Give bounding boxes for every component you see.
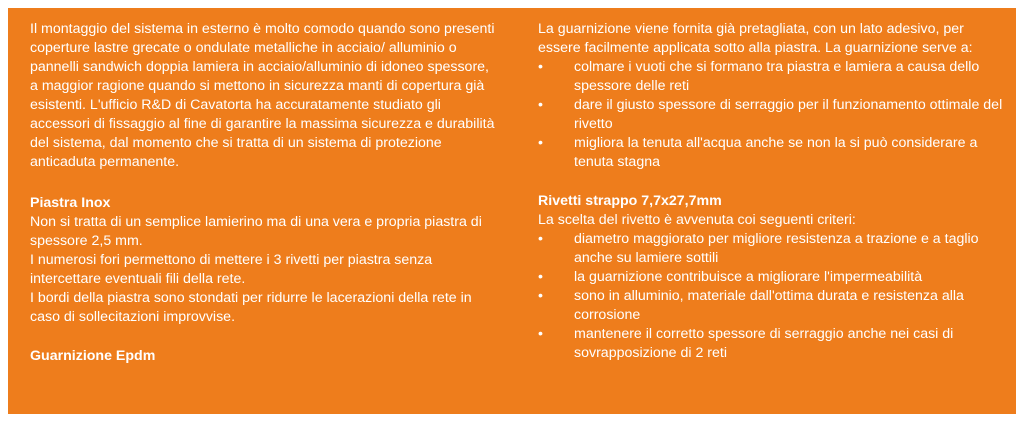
- guarnizione-epdm-heading: Guarnizione Epdm: [30, 348, 156, 364]
- bullet-icon: •: [538, 59, 543, 75]
- bullet-icon: •: [538, 135, 543, 151]
- spacer: [30, 327, 500, 347]
- bullet-icon: •: [538, 326, 543, 342]
- list-item: [538, 268, 1008, 287]
- bullet-icon: •: [538, 97, 543, 113]
- list-item-text: dare il giusto spessore di serraggio per il funzionamento ottimale del rivetto: [574, 97, 1003, 132]
- spacer: [538, 172, 1008, 192]
- guarnizione-intro-paragraph: La guarnizione viene fornita già pretagliata, con un lato adesivo, per essere facilmente applicata sotto alla piastra. La guarnizione serve a:: [538, 21, 973, 56]
- intro-paragraph: Il montaggio del sistema in esterno è molto comodo quando sono presenti coperture lastre grecate o ondulate metalliche in acciaio/ alluminio o pannelli sandwich doppia lamiera in acciaio/alluminio di idoneo spessore, a maggior ragione quando si mettono in sicurezza manti di copertura già esistenti. L'ufficio R&D di Cavatorta ha accuratamente studiato gli accessori di fissaggio al fine di garantire la massima sicurezza e durabilità del sistema, dal momento che si tratta di un sistema di protezione anticaduta permanente.: [30, 21, 495, 170]
- list-item: [538, 325, 1008, 363]
- list-item: [538, 134, 1008, 172]
- piastra-paragraph-1: Non si tratta di un semplice lamierino ma di una vera e propria piastra di spessore 2,5 mm.: [30, 214, 482, 249]
- list-item-text: migliora la tenuta all'acqua anche se non la si può considerare a tenuta stagna: [574, 135, 978, 170]
- list-item: [538, 287, 1008, 325]
- list-item: [538, 58, 1008, 96]
- list-item: [538, 96, 1008, 134]
- piastra-inox-heading: Piastra Inox: [30, 195, 111, 211]
- list-item: [538, 230, 1008, 268]
- list-item-text: sono in alluminio, materiale dall'ottima durata e resistenza alla corrosione: [574, 288, 964, 323]
- rivetti-list: [538, 230, 1008, 363]
- list-item-text: colmare i vuoti che si formano tra piastra e lamiera a causa dello spessore delle reti: [574, 59, 980, 94]
- piastra-paragraph-3: I bordi della piastra sono stondati per ridurre le lacerazioni della rete in caso di sollecitazioni improvvise.: [30, 290, 472, 325]
- bullet-icon: •: [538, 269, 543, 285]
- piastra-paragraph-2: I numerosi fori permettono di mettere i 3 rivetti per piastra senza intercettare eventuali fili della rete.: [30, 252, 433, 287]
- list-item-text: mantenere il corretto spessore di serraggio anche nei casi di sovrapposizione di 2 reti: [574, 326, 954, 361]
- rivetti-intro-paragraph: La scelta del rivetto è avvenuta coi seguenti criteri:: [538, 212, 856, 228]
- list-item-text: la guarnizione contribuisce a migliorare l'impermeabilità: [574, 269, 923, 285]
- guarnizione-list: [538, 58, 1008, 172]
- rivetti-heading: Rivetti strappo 7,7x27,7mm: [538, 193, 722, 209]
- bullet-icon: •: [538, 231, 543, 247]
- right-column: [538, 20, 1008, 363]
- orange-info-panel: [8, 8, 1016, 414]
- left-column: [30, 20, 500, 366]
- list-item-text: diametro maggiorato per migliore resistenza a trazione e a taglio anche su lamiere sottili: [574, 231, 979, 266]
- spacer: [30, 172, 500, 194]
- bullet-icon: •: [538, 288, 543, 304]
